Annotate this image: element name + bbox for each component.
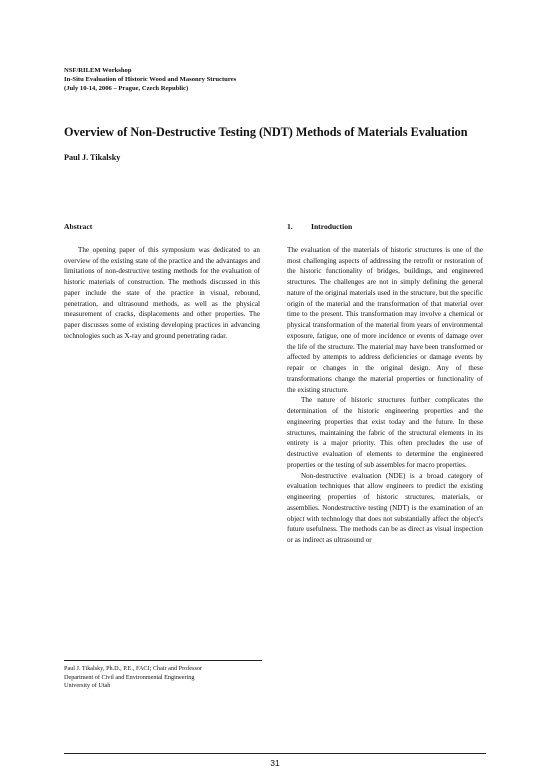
introduction-paragraph-3: Non-destructive evaluation (NDE) is a broad category of evaluation techniques that allow engineers to predict the existing engineering properties of historic structures, materials, or assemblies. Nondestructive testing (NDT) is the examination of an object with technology that does not substantially affect the object's future usefulness. The methods can be as direct as visual inspection or as indirect as ultrasound or <box>287 471 483 544</box>
workshop-header <box>64 66 484 93</box>
page-number: 31 <box>270 758 280 768</box>
section-title: Introduction <box>311 222 353 231</box>
abstract-text: The opening paper of this symposium was dedicated to an overview of the existing state of the practice and the advantages and limitations of non-destructive testing methods for the evaluation of historic materials of construction. The methods discussed in this paper include the state of the practice in visual, rebound, penetration, and ultrasound methods, as well as the physical measurement of cracks, displacements and other properties. The paper discusses some of existing developing practices in advancing technologies such as X-ray and ground penetrating radar. <box>64 245 260 340</box>
introduction-paragraph-2: The nature of historic structures further complicates the determination of the historic engineering properties and the engineering properties that exist today and the future. In these structures, maintaining the fabric of the structural elements in its entirety is a major priority. This often precludes the use of destructive evaluation of elements to determine the engineered properties or the testing of sub assembles for macro properties. <box>287 396 483 469</box>
introduction-heading <box>287 222 483 233</box>
paper-author: Paul J. Tikalsky <box>64 153 121 162</box>
section-number: 1. <box>287 222 293 231</box>
footnote-line-department: Department of Civil and Environmental Engineering <box>64 673 195 681</box>
footnote-rule <box>64 660 262 661</box>
header-line-dates: (July 10-14, 2006 – Prague, Czech Republic) <box>64 85 189 92</box>
author-footnote <box>64 660 262 691</box>
header-line-workshop: NSF/RILEM Workshop <box>64 67 132 74</box>
footnote-line-title: Paul J. Tikalsky, Ph.D., P.E., FACI; Chair and Professor <box>64 665 203 672</box>
introduction-column <box>287 222 483 546</box>
abstract-column <box>64 222 260 342</box>
page-number-rule <box>64 753 486 754</box>
abstract-heading: Abstract <box>64 222 93 231</box>
footnote-line-university: University of Utah <box>64 682 111 690</box>
paper-title: Overview of Non-Destructive Testing (NDT) Methods of Materials Evaluation <box>64 125 468 139</box>
header-line-topic: In-Situ Evaluation of Historic Wood and Masonry Structures <box>64 76 237 83</box>
introduction-paragraph-1: The evaluation of the materials of historic structures is one of the most challenging aspects of addressing the retrofit or restoration of the historic functionality of bridges, buildings, and engineered structures. The challenges are not in simply defining the general nature of the original materials used in the structure, but the specific origin of the material and the transformation of that material over time to the present. This transformation may involve a chemical or physical transformation of the material from years of environmental exposure, fatigue, one of more incidence or events of damage over the life of the structure. The material may have been transformed or affected by attempts to address deficiencies or damage events by repair or changes in the original design. Any of these transformations change the material properties or functionality of the existing structure. <box>287 245 483 394</box>
